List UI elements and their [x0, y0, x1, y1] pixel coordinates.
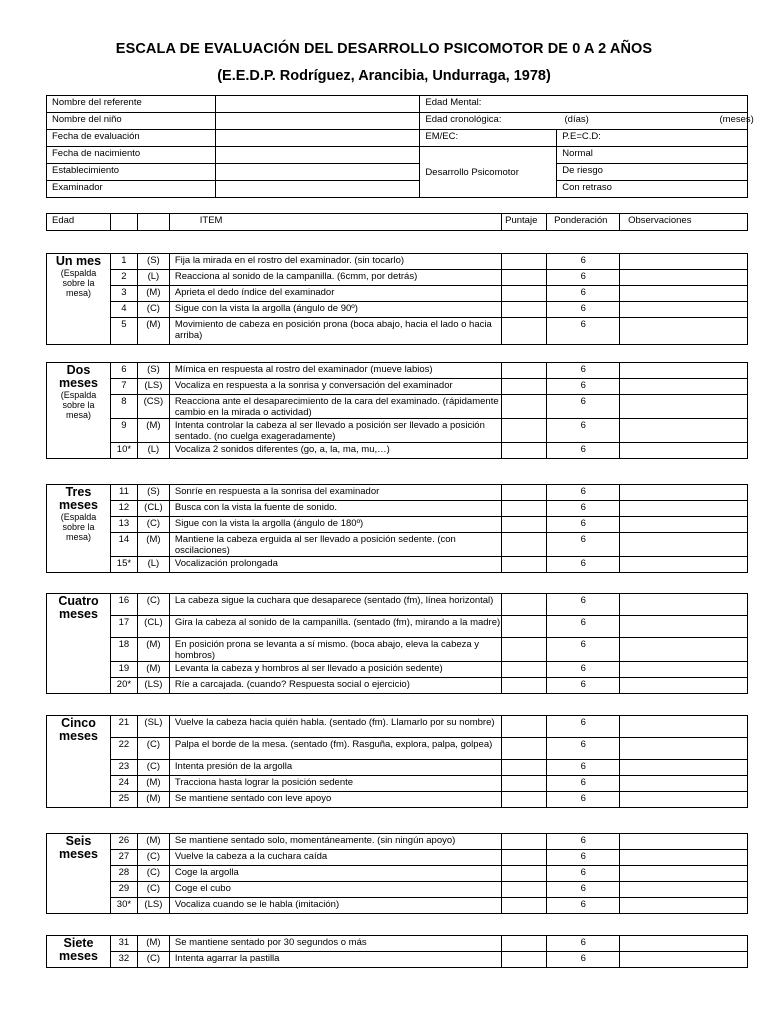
age-cell: [47, 594, 111, 694]
item-area: (C): [137, 594, 169, 616]
table-row: [47, 678, 748, 694]
ponderacion-value: 6: [547, 792, 620, 808]
item-text: Vocaliza en respuesta a la sonrisa y conversación del examinador: [169, 379, 502, 395]
puntaje-cell: [502, 850, 547, 866]
table-row: [47, 485, 748, 501]
puntaje-cell: [502, 776, 547, 792]
item-text: Mantiene la cabeza erguida al ser llevado a posición sedente. (con oscilaciones): [169, 533, 501, 557]
ponderacion-value: 6: [547, 270, 620, 286]
observaciones-cell: [620, 286, 748, 302]
item-area: (C): [137, 866, 169, 882]
item-number: 3: [110, 286, 137, 302]
puntaje-cell: [502, 616, 547, 638]
observaciones-cell: [620, 776, 748, 792]
table-row: [47, 834, 748, 850]
dias-label: (días): [564, 114, 589, 125]
table-row: [47, 443, 748, 459]
puntaje-cell: [502, 363, 547, 379]
item-number: 20*: [110, 678, 137, 694]
edad-cronologica-label: Edad cronológica:: [425, 114, 502, 125]
ponderacion-value: 6: [547, 882, 620, 898]
item-text: Tracciona hasta lograr la posición sedente: [169, 776, 501, 792]
ponderacion-value: 6: [547, 952, 620, 968]
observaciones-cell: [620, 678, 748, 694]
item-number: 8: [110, 395, 137, 419]
puntaje-cell: [502, 254, 547, 270]
item-text: Reacciona al sonido de la campanilla. (6cmm, por detrás): [169, 270, 502, 286]
ponderacion-value: 6: [547, 363, 620, 379]
ponderacion-value: 6: [547, 616, 620, 638]
observaciones-cell: [620, 485, 748, 501]
item-number: 6: [110, 363, 137, 379]
age-cell: [47, 834, 111, 914]
age-cell: [47, 254, 111, 345]
age-label: Seis meses: [59, 834, 98, 861]
puntaje-cell: [502, 738, 547, 760]
item-text: Se mantiene sentado solo, momentáneamente. (sin ningún apoyo): [169, 834, 502, 850]
age-position-note: (Espalda sobre la mesa): [60, 512, 97, 542]
ponderacion-value: 6: [547, 662, 620, 678]
item-area: (M): [137, 318, 169, 345]
riesgo-label: De riesgo: [557, 164, 748, 181]
table-row: [47, 363, 748, 379]
item-area: (SL): [137, 716, 169, 738]
table-row: [47, 850, 748, 866]
puntaje-cell: [502, 485, 547, 501]
observaciones-cell: [620, 616, 748, 638]
blank-header-1: [110, 214, 137, 231]
item-number: 23: [110, 760, 137, 776]
patient-info-table: [46, 95, 754, 198]
edad-header: Edad: [47, 214, 111, 231]
puntaje-cell: [502, 638, 547, 662]
puntaje-cell: [502, 318, 547, 345]
observaciones-cell: [620, 898, 748, 914]
item-area: (S): [137, 485, 169, 501]
age-label: Dos meses: [59, 363, 98, 390]
puntaje-cell: [502, 678, 547, 694]
puntaje-cell: [502, 379, 547, 395]
age-label: Cuatro meses: [58, 594, 99, 621]
item-number: 4: [110, 302, 137, 318]
item-number: 32: [110, 952, 137, 968]
item-area: (M): [137, 533, 169, 557]
age-position-note: (Espalda sobre la mesa): [60, 268, 97, 298]
item-area: (CS): [137, 395, 169, 419]
observaciones-cell: [620, 270, 748, 286]
item-text: Levanta la cabeza y hombros al ser llevado a posición sedente): [169, 662, 501, 678]
item-number: 27: [110, 850, 137, 866]
table-row: [47, 302, 748, 318]
item-number: 2: [110, 270, 137, 286]
puntaje-cell: [502, 936, 547, 952]
item-number: 9: [110, 419, 137, 443]
age-cell: [47, 363, 111, 459]
ponderacion-value: 6: [547, 557, 620, 573]
item-area: (CL): [137, 616, 169, 638]
observaciones-cell: [620, 882, 748, 898]
item-text: Mímica en respuesta al rostro del examinador (mueve labios): [169, 363, 502, 379]
age-position-note: (Espalda sobre la mesa): [60, 390, 97, 420]
table-row: [47, 594, 748, 616]
observaciones-cell: [620, 419, 748, 443]
observaciones-cell: [620, 318, 748, 345]
age-label: Siete meses: [59, 936, 98, 963]
item-text: La cabeza sigue la cuchara que desaparece (sentado (fm), línea horizontal): [169, 594, 501, 616]
table-row: [47, 738, 748, 760]
item-text: Busca con la vista la fuente de sonido.: [169, 501, 501, 517]
table-row: [47, 952, 748, 968]
item-text: Vocaliza cuando se le habla (imitación): [169, 898, 502, 914]
item-text: Movimiento de cabeza en posición prona (boca abajo, hacia el lado o hacia arriba): [169, 318, 502, 345]
referente-field: [215, 96, 420, 113]
item-area: (C): [137, 882, 169, 898]
observaciones-cell: [620, 443, 748, 459]
ponderacion-value: 6: [547, 302, 620, 318]
nino-field: [215, 113, 420, 130]
item-text: Reacciona ante el desaparecimiento de la cara del examinado. (rápidamente cambio en la mirada o actividad): [169, 395, 502, 419]
establecimiento-field: [215, 164, 420, 181]
item-text: Palpa el borde de la mesa. (sentado (fm). Rasguña, explora, palpa, golpea): [169, 738, 501, 760]
puntaje-cell: [502, 533, 547, 557]
item-number: 16: [110, 594, 137, 616]
item-number: 1: [110, 254, 137, 270]
item-area: (M): [137, 776, 169, 792]
ponderacion-value: 6: [547, 533, 620, 557]
item-number: 5: [110, 318, 137, 345]
item-number: 19: [110, 662, 137, 678]
item-area: (M): [137, 419, 169, 443]
ponderacion-value: 6: [547, 776, 620, 792]
ponderacion-value: 6: [547, 318, 620, 345]
table-row: [47, 419, 748, 443]
observaciones-cell: [620, 395, 748, 419]
item-text: En posición prona se levanta a sí mismo. (boca abajo, eleva la cabeza y hombros): [169, 638, 501, 662]
observaciones-cell: [620, 850, 748, 866]
table-row: [47, 638, 748, 662]
ponderacion-value: 6: [547, 254, 620, 270]
item-area: (M): [137, 662, 169, 678]
table-row: [47, 866, 748, 882]
age-label: Cinco meses: [59, 716, 98, 743]
normal-label: Normal: [557, 147, 748, 164]
observaciones-cell: [620, 638, 748, 662]
fecha-nacimiento-label: Fecha de nacimiento: [47, 147, 216, 164]
document-subtitle: (E.E.D.P. Rodríguez, Arancibia, Undurraga, 1978): [217, 68, 551, 84]
age-cell: [47, 485, 111, 573]
item-area: (M): [137, 638, 169, 662]
item-text: Sonríe en respuesta a la sonrisa del examinador: [169, 485, 501, 501]
item-number: 10*: [110, 443, 137, 459]
retraso-label: Con retraso: [557, 181, 748, 198]
observaciones-cell: [620, 557, 748, 573]
age-section-table: [46, 253, 748, 345]
item-number: 24: [110, 776, 137, 792]
item-area: (S): [137, 254, 169, 270]
puntaje-cell: [502, 760, 547, 776]
fecha-evaluacion-field: [215, 130, 420, 147]
item-number: 17: [110, 616, 137, 638]
ponderacion-header: Ponderación: [547, 214, 620, 231]
age-label: Tres meses: [59, 485, 98, 512]
observaciones-cell: [620, 936, 748, 952]
item-area: (C): [137, 517, 169, 533]
puntaje-cell: [502, 270, 547, 286]
item-area: (L): [137, 557, 169, 573]
ponderacion-value: 6: [547, 678, 620, 694]
observaciones-cell: [620, 379, 748, 395]
item-number: 26: [110, 834, 137, 850]
item-number: 21: [110, 716, 137, 738]
ponderacion-value: 6: [547, 866, 620, 882]
fecha-evaluacion-label: Fecha de evaluación: [47, 130, 216, 147]
pec-label: P.E=C.D:: [557, 130, 748, 147]
meses-label: (meses): [719, 114, 754, 125]
ponderacion-value: 6: [547, 850, 620, 866]
observaciones-cell: [620, 533, 748, 557]
item-area: (LS): [137, 898, 169, 914]
table-row: [47, 760, 748, 776]
item-area: (S): [137, 363, 169, 379]
item-number: 13: [110, 517, 137, 533]
item-text: Vocalización prolongada: [169, 557, 501, 573]
item-number: 18: [110, 638, 137, 662]
observaciones-header: Observaciones: [620, 214, 748, 231]
table-row: [47, 882, 748, 898]
observaciones-cell: [620, 792, 748, 808]
item-text: Se mantiene sentado por 30 segundos o más: [169, 936, 501, 952]
observaciones-cell: [620, 738, 748, 760]
item-text: Se mantiene sentado con leve apoyo: [169, 792, 501, 808]
puntaje-cell: [502, 834, 547, 850]
observaciones-cell: [620, 517, 748, 533]
table-row: [47, 662, 748, 678]
puntaje-cell: [502, 302, 547, 318]
age-section-table: [46, 833, 748, 914]
age-section-table: [46, 362, 748, 459]
observaciones-cell: [620, 866, 748, 882]
puntaje-cell: [502, 594, 547, 616]
item-text: Ríe a carcajada. (cuando? Respuesta social o ejercicio): [169, 678, 501, 694]
item-area: (C): [137, 738, 169, 760]
item-number: 29: [110, 882, 137, 898]
table-row: [47, 616, 748, 638]
item-area: (M): [137, 834, 169, 850]
item-text: Coge la argolla: [169, 866, 502, 882]
item-number: 14: [110, 533, 137, 557]
puntaje-cell: [502, 501, 547, 517]
age-section-table: [46, 484, 748, 573]
item-number: 31: [110, 936, 137, 952]
item-number: 7: [110, 379, 137, 395]
ponderacion-value: 6: [547, 286, 620, 302]
item-area: (M): [137, 936, 169, 952]
item-area: (C): [137, 302, 169, 318]
document-title: ESCALA DE EVALUACIÓN DEL DESARROLLO PSICOMOTOR DE 0 A 2 AÑOS: [115, 41, 653, 57]
table-row: [47, 517, 748, 533]
item-text: Sigue con la vista la argolla (ángulo de 180º): [169, 517, 501, 533]
item-area: (M): [137, 286, 169, 302]
ponderacion-value: 6: [547, 594, 620, 616]
item-header: ITEM: [169, 214, 501, 231]
item-text: Vocaliza 2 sonidos diferentes (go, a, la, ma, mu,…): [169, 443, 502, 459]
table-row: [47, 792, 748, 808]
item-area: (C): [137, 952, 169, 968]
age-section-table: [46, 935, 748, 968]
table-row: [47, 936, 748, 952]
observaciones-cell: [620, 952, 748, 968]
puntaje-cell: [502, 792, 547, 808]
item-number: 11: [110, 485, 137, 501]
puntaje-cell: [502, 716, 547, 738]
observaciones-cell: [620, 594, 748, 616]
table-row: [47, 557, 748, 573]
ponderacion-value: 6: [547, 379, 620, 395]
item-number: 30*: [110, 898, 137, 914]
item-text: Intenta controlar la cabeza al ser llevado a posición ser llevado a posición sentado. (no cuelga exageradamente): [169, 419, 502, 443]
item-area: (L): [137, 270, 169, 286]
age-cell: [47, 716, 111, 808]
ponderacion-value: 6: [547, 501, 620, 517]
table-row: [47, 254, 748, 270]
ponderacion-value: 6: [547, 738, 620, 760]
ponderacion-value: 6: [547, 898, 620, 914]
ponderacion-value: 6: [547, 485, 620, 501]
table-row: [47, 286, 748, 302]
item-area: (M): [137, 792, 169, 808]
puntaje-cell: [502, 866, 547, 882]
puntaje-cell: [502, 443, 547, 459]
item-area: (LS): [137, 379, 169, 395]
table-row: [47, 379, 748, 395]
ponderacion-value: 6: [547, 834, 620, 850]
nino-label: Nombre del niño: [47, 113, 216, 130]
item-number: 22: [110, 738, 137, 760]
age-section-table: [46, 593, 748, 694]
item-text: Fija la mirada en el rostro del examinador. (sin tocarlo): [169, 254, 502, 270]
ponderacion-value: 6: [547, 716, 620, 738]
puntaje-cell: [502, 882, 547, 898]
observaciones-cell: [620, 760, 748, 776]
item-text: Sigue con la vista la argolla (ángulo de 90º): [169, 302, 502, 318]
item-number: 12: [110, 501, 137, 517]
table-row: [47, 501, 748, 517]
item-text: Gira la cabeza al sonido de la campanilla. (sentado (fm), mirando a la madre): [169, 616, 501, 638]
puntaje-header: Puntaje: [502, 214, 547, 231]
ponderacion-value: 6: [547, 395, 620, 419]
observaciones-cell: [620, 501, 748, 517]
observaciones-cell: [620, 662, 748, 678]
puntaje-cell: [502, 662, 547, 678]
item-area: (L): [137, 443, 169, 459]
table-row: [47, 776, 748, 792]
observaciones-cell: [620, 834, 748, 850]
item-area: (LS): [137, 678, 169, 694]
ponderacion-value: 6: [547, 443, 620, 459]
ponderacion-value: 6: [547, 419, 620, 443]
ponderacion-value: 6: [547, 936, 620, 952]
item-text: Intenta agarrar la pastilla: [169, 952, 501, 968]
item-text: Vuelve la cabeza hacia quién habla. (sentado (fm). Llamarlo por su nombre): [169, 716, 501, 738]
item-text: Aprieta el dedo índice del examinador: [169, 286, 502, 302]
item-area: (CL): [137, 501, 169, 517]
ponderacion-value: 6: [547, 760, 620, 776]
ponderacion-value: 6: [547, 638, 620, 662]
item-area: (C): [137, 850, 169, 866]
table-row: [47, 318, 748, 345]
age-section-table: [46, 715, 748, 808]
emec-label: EM/EC:: [420, 130, 557, 147]
examinador-label: Examinador: [47, 181, 216, 198]
establecimiento-label: Establecimiento: [47, 164, 216, 181]
observaciones-cell: [620, 302, 748, 318]
puntaje-cell: [502, 517, 547, 533]
puntaje-cell: [502, 557, 547, 573]
age-label: Un mes: [55, 254, 102, 268]
table-row: [47, 716, 748, 738]
puntaje-cell: [502, 395, 547, 419]
observaciones-cell: [620, 363, 748, 379]
referente-label: Nombre del referente: [47, 96, 216, 113]
puntaje-cell: [502, 419, 547, 443]
table-row: [47, 898, 748, 914]
table-row: [47, 395, 748, 419]
fecha-nacimiento-field: [215, 147, 420, 164]
desarrollo-psicomotor-label: Desarrollo Psicomotor: [420, 147, 557, 198]
item-area: (C): [137, 760, 169, 776]
item-number: 25: [110, 792, 137, 808]
edad-cronologica-cell: [420, 113, 754, 130]
item-number: 28: [110, 866, 137, 882]
edad-mental-label: Edad Mental:: [420, 96, 748, 113]
puntaje-cell: [502, 952, 547, 968]
examinador-field: [215, 181, 420, 198]
item-text: Vuelve la cabeza a la cuchara caída: [169, 850, 502, 866]
item-text: Coge el cubo: [169, 882, 502, 898]
puntaje-cell: [502, 898, 547, 914]
blank-header-2: [137, 214, 169, 231]
observaciones-cell: [620, 716, 748, 738]
observaciones-cell: [620, 254, 748, 270]
age-cell: [47, 936, 111, 968]
column-header-table: [46, 213, 748, 231]
puntaje-cell: [502, 286, 547, 302]
item-number: 15*: [110, 557, 137, 573]
table-row: [47, 270, 748, 286]
ponderacion-value: 6: [547, 517, 620, 533]
table-row: [47, 533, 748, 557]
item-text: Intenta presión de la argolla: [169, 760, 501, 776]
